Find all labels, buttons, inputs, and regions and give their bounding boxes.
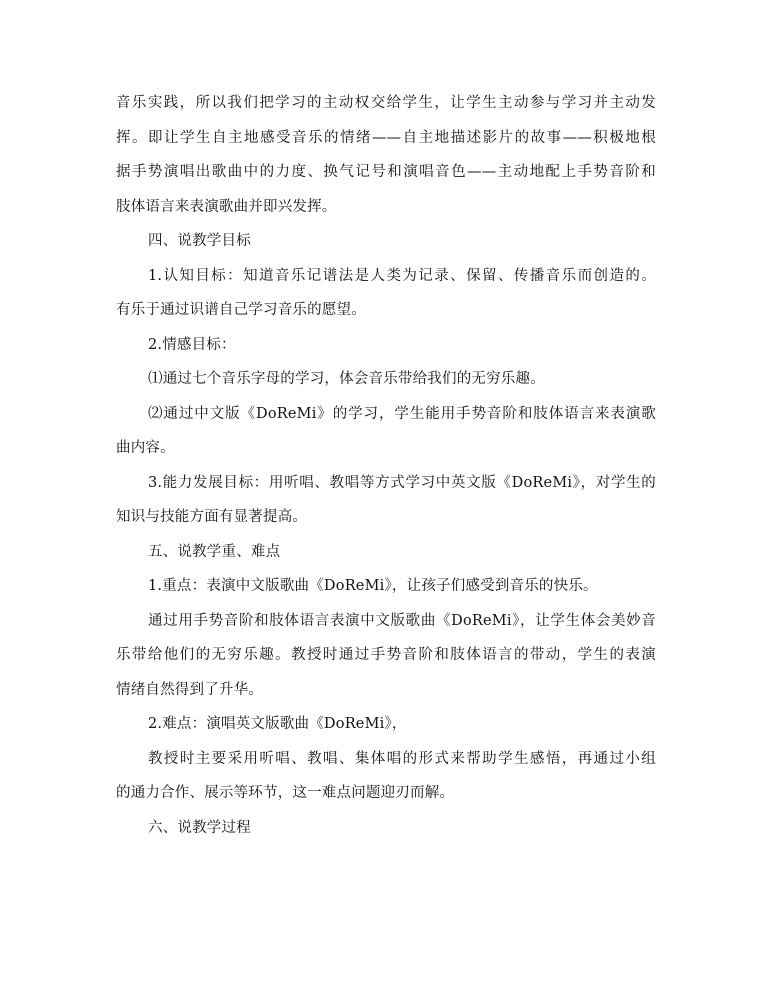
paragraph-line: 1.认知目标：知道音乐记谱法是人类为记录、保留、传播音乐而创造的。 <box>148 267 656 284</box>
paragraph-line: 教授时主要采用听唱、教唱、集体唱的形式来帮助学生感悟，再通过小组 <box>148 750 656 767</box>
paragraph-line: 曲内容。 <box>116 440 175 456</box>
paragraph-line: 据手势演唱出歌曲中的力度、换气记号和演唱音色——主动地配上手势音阶和 <box>116 164 656 180</box>
paragraph-line: 挥。即让学生自主地感受音乐的情绪——自主地描述影片的故事——积极地根 <box>116 129 656 146</box>
paragraph-line: 肢体语言来表演歌曲并即兴发挥。 <box>116 198 337 215</box>
paragraph-line: 有乐于通过识谱自己学习音乐的愿望。 <box>116 302 366 318</box>
section-heading: 五、说教学重、难点 <box>148 543 281 560</box>
paragraph-line: 的通力合作、展示等环节，这一难点问题迎刃而解。 <box>116 785 455 801</box>
paragraph-line: 1.重点：表演中文版歌曲《DoReMi》，让孩子们感受到音乐的快乐。 <box>148 578 598 594</box>
paragraph-line: 音乐实践，所以我们把学习的主动权交给学生，让学生主动参与学习并主动发 <box>116 95 656 111</box>
paragraph-line: 2.难点：演唱英文版歌曲《DoReMi》， <box>148 716 407 732</box>
paragraph-line: 知识与技能方面有显著提高。 <box>116 509 308 525</box>
document-body <box>116 86 656 845</box>
paragraph-line: 2.情感目标： <box>148 336 236 353</box>
section-heading: 六、说教学过程 <box>148 819 251 836</box>
section-heading: 四、说教学目标 <box>148 233 251 249</box>
paragraph-line: ⑵通过中文版《DoReMi》的学习，学生能用手势音阶和肢体语言来表演歌 <box>148 405 656 422</box>
paragraph-line: 3.能力发展目标：用听唱、教唱等方式学习中英文版《DoReMi》，对学生的 <box>148 474 656 491</box>
paragraph-line: 情绪自然得到了升华。 <box>116 681 263 698</box>
paragraph-line: 乐带给他们的无穷乐趣。教授时通过手势音阶和肢体语言的带动，学生的表演 <box>116 647 656 663</box>
paragraph-line: ⑴通过七个音乐字母的学习，体会音乐带给我们的无穷乐趣。 <box>148 371 545 387</box>
paragraph-line: 通过用手势音阶和肢体语言表演中文版歌曲《DoReMi》，让学生体会美妙音 <box>148 612 656 629</box>
